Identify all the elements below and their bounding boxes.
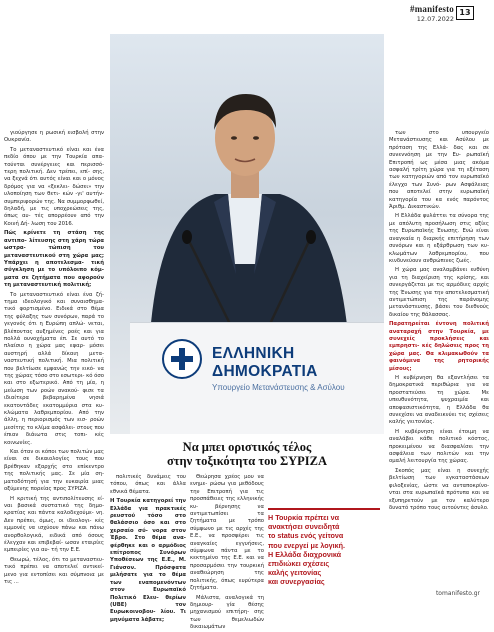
left-column — [4, 130, 104, 600]
pull-quote-line: το status ενός γείτονα — [268, 531, 344, 541]
masthead-logo: #manifesto — [410, 4, 454, 14]
emblem-cross — [164, 341, 200, 377]
pull-quote-line: Η Τουρκία πρέπει να — [268, 513, 340, 522]
paragraph: Η Τουρκία κατηγορεί την Ελλάδα για πρακτικές ρευστού τόσο στο θαλάσσιο όσο και στο χερσαίο σύ- νορα στον Έβρο. Στο θέμα ανα- φέρθηκε και ο αρμόδιος επίτροπος Συνόρων Υποθέσεων της Ε.Ε., Μ. Γιάνσον. Πρόσφατα μιλήσατε για το θέμα των εναπομενόντων στον Ευρωπαϊκό Πολιτικό Ελευ- θερίων (UBE) τον Ευρωκοινοβου- λίου. Τι μηνύματα λάβατε; — [110, 498, 186, 623]
paragraph: Η Ελλάδα φυλάττει τα σύνορα της με απόλυτη προσήλωση στις αξίες της Ευρωπαϊκής Ένωσης. Ενώ είναι αναγκαία η διαρκής επιτήρηση των συνόρων και η εξάρθρωση των κυ- κλωμάτων λαθρεμπορίου, που κινδυνεύουν ανθρώπινες ζωές. — [389, 213, 489, 264]
podium-title: ΕΛΛΗΝΙΚΗ ΔΗΜΟΚΡΑΤΙΑ — [212, 345, 318, 380]
paragraph: Πώς κρίνετε τη στάση της αντιπο- λίτευσης στη χάρη τώρα ωστρα- τώπιση του μεταναστευτικού στη χώρα μας; Υπάρχει η αποτελεσμα- τική σύγκληση με το υπόλοιπο κόμ- ματα σε ζητήματα που αφορούν τη μεταναστευτική πολιτική; — [4, 230, 104, 289]
masthead — [410, 4, 454, 23]
page-number: 13 — [456, 6, 474, 20]
paragraph: Η κυβέρνηση είναι έτοιμη να αναλάβει κάθε πολιτικό κόστος, προκειμένου να διασφαλίσει την ασφάλεια των πολιτών και την ομαλή λειτουργία της χώρας. — [389, 428, 489, 465]
bottom-column-middle — [190, 474, 264, 631]
caption-line-1: Να μπει οριστικός τέλος — [182, 440, 312, 454]
paragraph: πολιτικές δυνάμεις του τόπου, όπως και άλλα εθνικά θέματα. — [110, 474, 186, 495]
podium-sign — [212, 345, 384, 392]
minister-photo — [110, 34, 384, 434]
paragraph: Παρατηρείται έντονη πολιτική αναταραχή στην Τουρκία, με συνεχείς προκλήσεις και εμπρηστι- κές δηλώσεις προς τη χώρα μας. Θα κλιμακωθούν τα φαινόμενα της ρητορικής μίσους; — [389, 321, 489, 372]
podium-subtitle: Υπουργείο Μετανάστευσης & Ασύλου — [212, 383, 345, 392]
footer-site: tomanifesto.gr — [435, 590, 480, 597]
pull-quote-line: που ενεργεί με λογική. — [268, 540, 346, 550]
paragraph: Μάλιστα, αναλογικά τη δημιουρ- γία θέσης μηχανισμού επιτήρη- σης των θεμελιωδών δικαιωμάτων — [190, 594, 264, 631]
paragraph: Σκοπός μας είναι η συνεχής βελτίωση των εγκαταστάσεων φιλοξενίας, ώστε να ανταποκρίνο- νται στα ευρωπαϊκά πρότυπα και να εξυπηρετούν με τον καλύτερο δυνατό τρόπο τους αιτούντες άσυλο. — [389, 467, 489, 511]
paragraph: Το μεταναστευτικό είναι και ένα πεδίο όπου με την Τουρκία απα- τούνται συνέργειες και περισσό- τερη πολιτική. Δεν τρέπει, επί- σης, να ξεχνά ότι αυτός είναι και ο μόνος δρόμος για να «ξεκλει- δώσει» την υλοποίηση των θετι- κών -γι' αυτήν- συμπεριφορών της. Να συμμορφωθεί, δηλαδή, με τις υποχρεώσεις της, όπως αυ- τές απορρέουν από την Κοινή Δή- λωση του 2016. — [4, 146, 104, 227]
paragraph: Η κυβέρνηση θα εξαντλήσει τα δημοκρατικά περιθώρια για να προστατεύσει τη χώρα. Με υπευθυνότητα, ψυχραιμία και αποφασιστικότητα, η Ελλάδα θα συνεχίσει να αναδεικνύει τις σχέσεις καλής γειτονίας. — [389, 375, 489, 426]
right-column — [389, 130, 489, 592]
paragraph: Θεώρησα χρέος μου να ενημε- ρώσω για μεθόδους την Επιτροπή για τις προσπάθειες της ελληνικής κυ- βέρνησης να αντιμετωπίσει τα ζητήματα με τρόπο σύμφωνο με τις αρχές της Ε.Ε., να προσφέρει τις αναγκαίες εγγυήσεις, σύμφωνα πάντα με το κεκτημένο της Ε.Ε. και να προσαρμόσει την τουρκική αναθεώρηση της πολιτικής, όπως ευρύτερα ζητήματα. — [190, 474, 264, 592]
greek-emblem-icon — [162, 339, 202, 379]
pull-quote-line: καλής γειτονίας — [268, 568, 322, 578]
pull-quote-line: ανακτήσει συνειδητά — [268, 522, 340, 532]
paragraph: Και όταν οι κόποι των πολιτών μας είναι σε δικαιολογίες τους που βρέθηκαν εξαρχής στο επίκεντρο της πολιτικής μας. Σε μία ση- ματοδότησή για την ευκαιρία μιας οξύμενης πορείας προς ΣΥΡΙΖΑ. — [4, 449, 104, 493]
photo-caption — [140, 440, 354, 468]
paragraph: Θεωρώ, τέλος, ότι το μεταναστευ- τικό πρέπει να αποτελεί αντικεί- μενο για εντοπίσει και σύμπνοια με τις ... — [4, 556, 104, 585]
pull-quote-line: επιδιώκει σχέσεις — [268, 559, 330, 569]
pull-quote-line: και συνεργασίας — [268, 577, 325, 587]
paragraph: Το μεταναστευτικό είναι ένα ζή- τημα ιδεολογικό και συναισθημα- τικό φορτισμένο. Ειδικά στο θέμα της φύλαξης των συνόρων, παρά το γεγονός ότι η Ευρώπη απλώ- νεται, βλέποντας αυξημένες ροές και για πολλά ουνοχήματα έπ. Σε αυτό το πλαίσιο η χώρα μας εφαρ- μόσει αυστηρή αλλά δίκαιη μετα- ναστευτική πολιτική. Μια πολιτική που βελτίωσε εμφανώς την εικό- να της χώρας τόσο στο εσωτερι- κό όσο και στο εξωτερικό. Από τη μία, η μείωση των ροών ανακού- φισε τα ιδιαίτερα βεβαρημένα νησιά εκατοντάδες εκατομμύρια στα κυ- κλώματα λαθρεμπορίου. Από την άλλη, η περιορισμός των εισ- ροών μεσίτης το κλίμα ασφάλει- στους που έπιαν διάιωτα στις τοπι- κές κοινωνίες. — [4, 291, 105, 446]
issue-date: 12.07.2022 — [416, 15, 454, 23]
paragraph: Η χώρα μας αναλαμβάνει ευθύνη για τη διαχείριση της κρίσης, και συνεργάζεται με τις αρμόδιες αρχές της Ένωσης για την αποτελεσματική αντιμετώπιση της παράνομης μετανάστευσης, βάσει του διεθνούς δικαίου της θάλασσας. — [389, 267, 489, 318]
page-header — [0, 0, 494, 28]
pull-quote — [268, 508, 380, 587]
caption-line-2: στην τοξικότητα του ΣΥΡΙΖΑ — [166, 454, 328, 468]
paragraph: Η κριτική της αντιπολίτευσης εί- ναι βασικά συστατικό της δημο- κρατίας και πάντα καλοδεχούμε- νη. Δεν πρέπει, όμως, οι ιδεολογι- κές εμμονές να ισχύουν πάνω και πάνω ανορθολογικά, ειδικά από όσους έλεγχαν και επιβεβαί- ωσαν εταιρίες εμπειρίες για αυ- τή την Ε.Ε. — [4, 495, 104, 554]
paragraph: των στο υπουργείο Μετανάστευσης και Ασύλου με πρόταση της Ελλά- δας και σε συνεννόηση με την Ευ- ρωπαϊκή Επιτροπή ως μέσα μιας ακόμα ασφαλή τρίτη χώρα για τη εξέταση των κατηγοριών από τον ευρωπαϊκό έλεγχο των Συνό- ρων Ασφάλειας που αποτελεί στην ευρωπαϊκή κατηγορία του κα ενός παρόντος Άριθμ. Δικαστικών. — [389, 130, 489, 211]
pull-quote-line: Η Ελλάδα διαχρονικά — [268, 549, 342, 559]
bottom-column-left — [110, 474, 186, 623]
podium — [130, 322, 384, 434]
paragraph: γιούργησε η ρωσική εισβολή στην Ουκρανία. — [4, 130, 104, 144]
